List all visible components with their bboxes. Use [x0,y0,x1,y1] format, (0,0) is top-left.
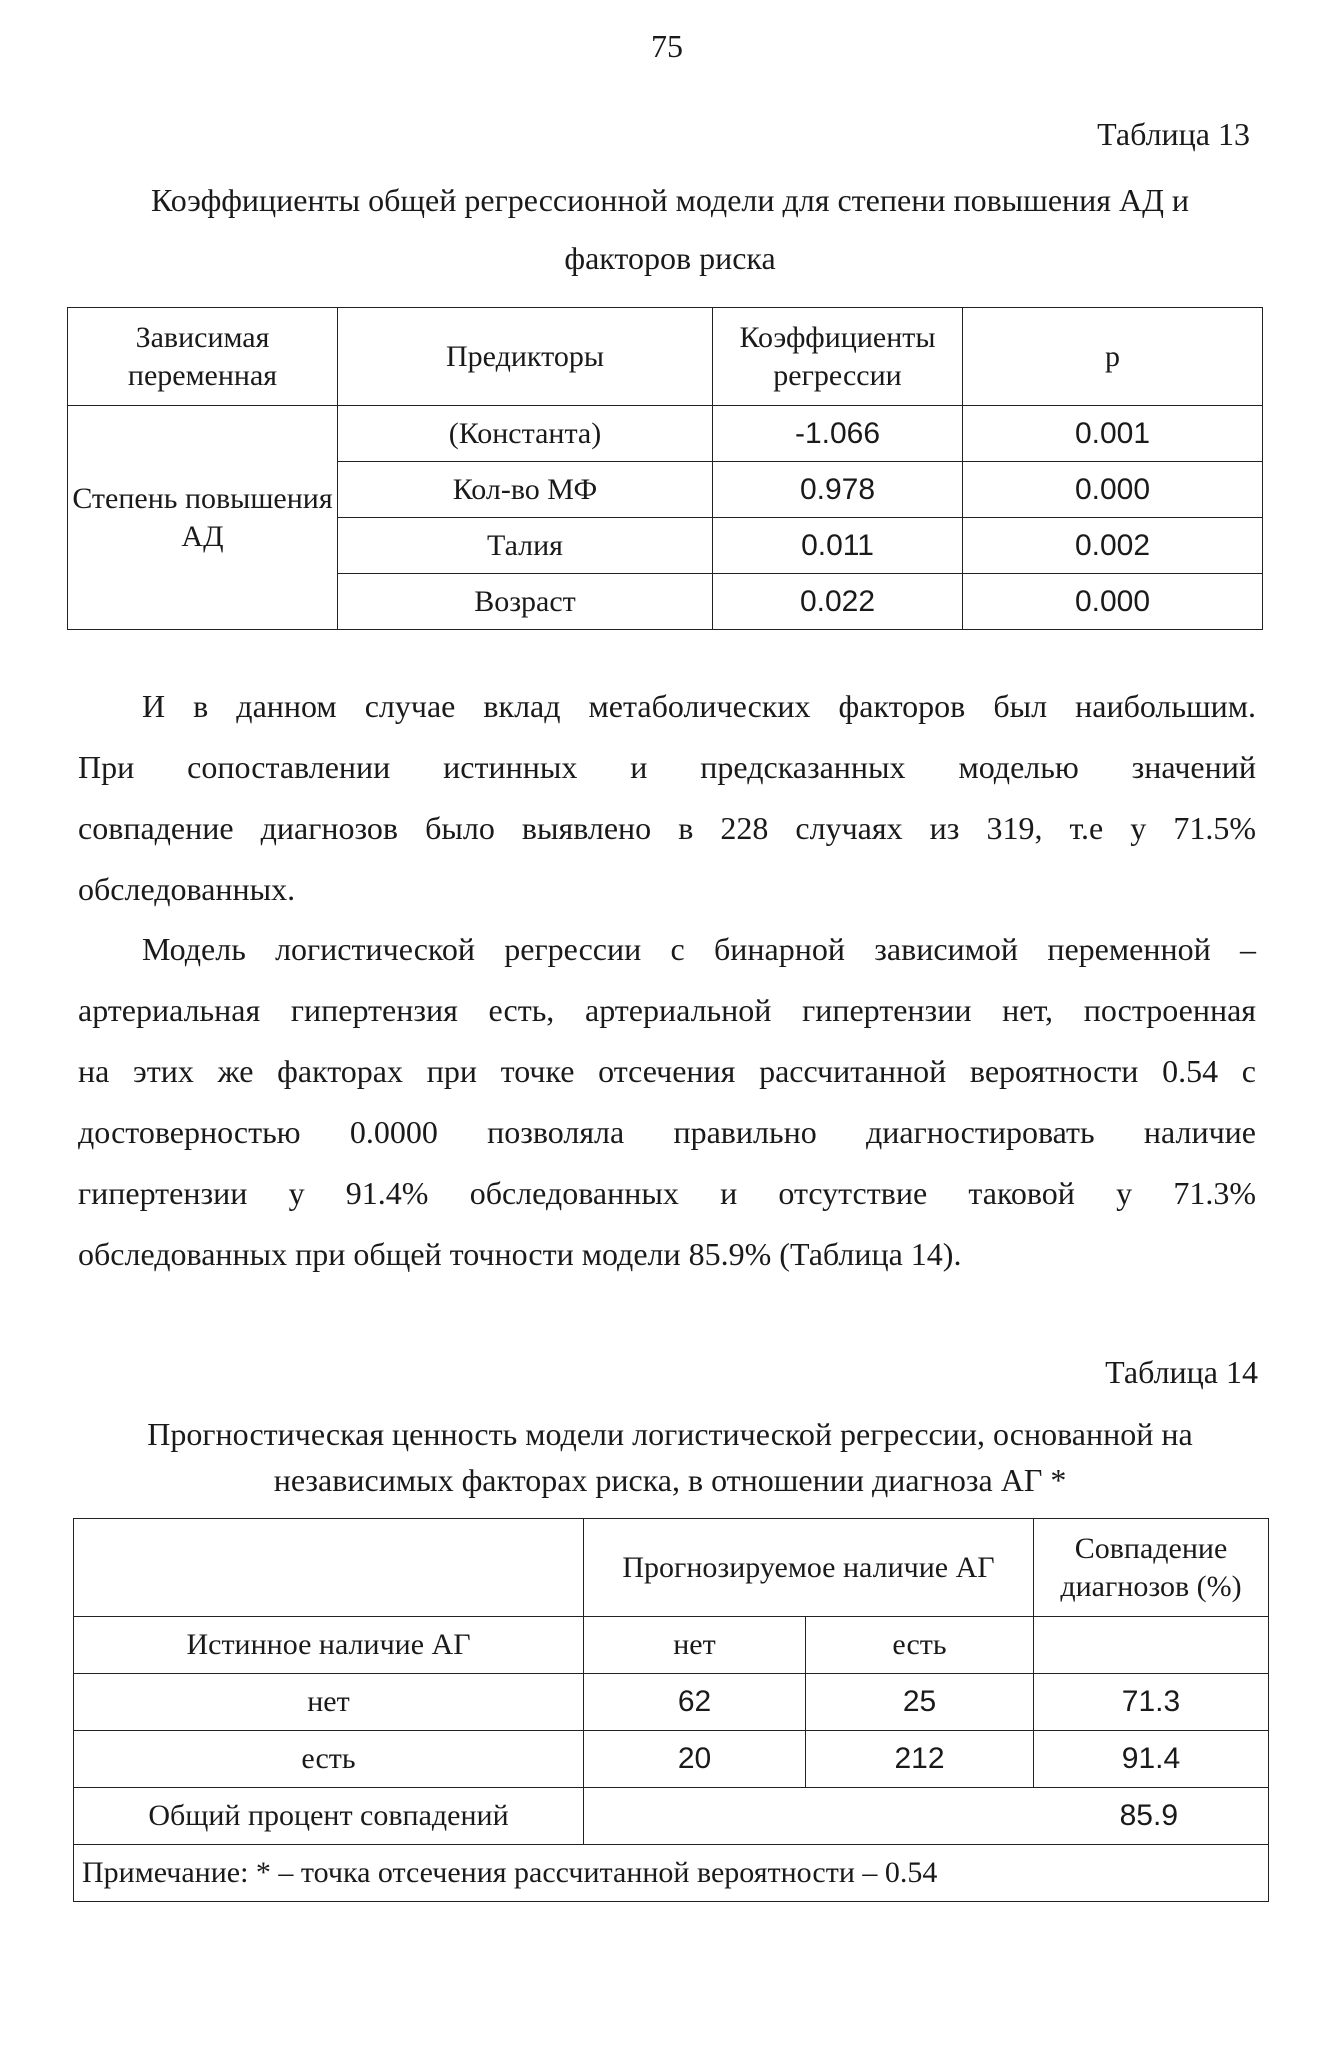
text-line: гипертензии у 91.4% обследованных и отсутствие таковой у 71.3% [78,1175,1256,1211]
table13-label: Таблица 13 [1097,116,1250,152]
table14-label: Таблица 14 [1105,1354,1258,1390]
table14-header-row [74,1519,1269,1617]
cell-match: 91.4 [1034,1731,1269,1788]
overall-value: 85.9 [584,1788,1269,1845]
row-label: есть [74,1731,584,1788]
text-line: совпадение диагнозов было выявлено в 228 случаях из 319, т.е у 71.5% [78,810,1256,846]
p-cell: 0.001 [963,406,1263,462]
col-yes: есть [806,1617,1034,1674]
text-line: на этих же факторах при точке отсечения рассчитанной вероятности 0.54 с [78,1053,1256,1089]
empty-cell [1034,1617,1269,1674]
p-cell: 0.000 [963,462,1263,518]
table14 [73,1518,1269,1902]
header-match: Совпадение диагнозов (%) [1034,1519,1269,1617]
table-row [74,1731,1269,1788]
text-line: Модель логистической регрессии с бинарной зависимой переменной – [142,931,1256,967]
header-predicted: Прогнозируемое наличие АГ [584,1519,1034,1617]
table13-title-line2: факторов риска [564,240,776,276]
overall-label: Общий процент совпадений [74,1788,584,1845]
coef-cell: 0.022 [713,574,963,630]
header-true: Истинное наличие АГ [74,1617,584,1674]
table13-header-row [68,308,1263,406]
page-number: 75 [651,28,683,64]
table14-subheader-row [74,1617,1269,1674]
coef-cell: -1.066 [713,406,963,462]
p-cell: 0.000 [963,574,1263,630]
header-predictors: Предикторы [338,308,713,406]
text-line: обследованных при общей точности модели 85.9% (Таблица 14). [78,1236,962,1272]
predictor-cell: Возраст [338,574,713,630]
text-line: При сопоставлении истинных и предсказанных моделью значений [78,749,1256,785]
table-row [74,1788,1269,1845]
table-row [68,406,1263,462]
row-label: нет [74,1674,584,1731]
header-p: p [963,308,1263,406]
text-line: И в данном случае вклад метаболических факторов был наибольшим. [142,688,1256,724]
predictor-cell: Кол-во МФ [338,462,713,518]
table14-title-line2: независимых факторах риска, в отношении диагноза АГ * [273,1462,1067,1498]
p-cell: 0.002 [963,518,1263,574]
predictor-cell: Талия [338,518,713,574]
cell-no: 20 [584,1731,806,1788]
header-coefficients: Коэффициенты регрессии [713,308,963,406]
header-dependent: Зависимая переменная [68,308,338,406]
col-no: нет [584,1617,806,1674]
table13 [67,307,1263,630]
paragraph-1 [78,676,1256,920]
table-row [74,1674,1269,1731]
cell-yes: 212 [806,1731,1034,1788]
cell-match: 71.3 [1034,1674,1269,1731]
table14-title-line1: Прогностическая ценность модели логистической регрессии, основанной на [147,1416,1193,1452]
paragraph-2 [78,919,1256,1285]
cell-no: 62 [584,1674,806,1731]
empty-corner-cell [74,1519,584,1617]
text-line: обследованных. [78,871,296,907]
note-row [74,1845,1269,1902]
predictor-cell: (Константа) [338,406,713,462]
coef-cell: 0.978 [713,462,963,518]
text-line: достоверностью 0.0000 позволяла правильно диагностировать наличие [78,1114,1256,1150]
text-line: артериальная гипертензия есть, артериальной гипертензии нет, построенная [78,992,1256,1028]
table14-note: Примечание: * – точка отсечения рассчитанной вероятности – 0.54 [74,1845,1269,1902]
table13-title-line1: Коэффициенты общей регрессионной модели для степени повышения АД и [150,182,1190,218]
coef-cell: 0.011 [713,518,963,574]
dependent-value: Степень повышения АД [68,406,338,630]
cell-yes: 25 [806,1674,1034,1731]
